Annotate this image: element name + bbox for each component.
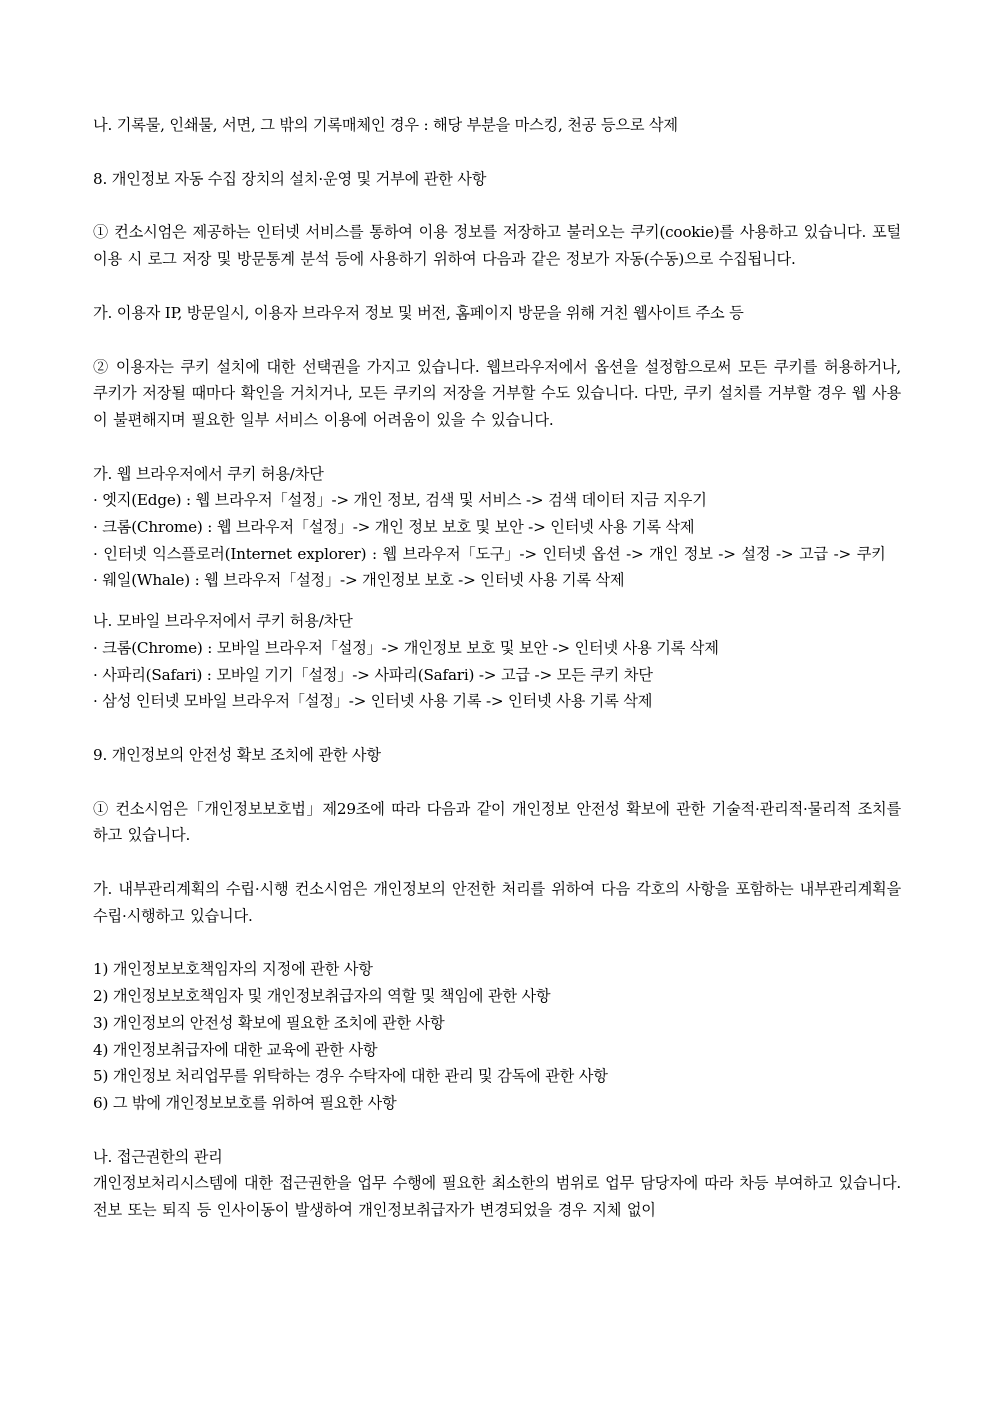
list-item-chrome: · 크롬(Chrome) : 웹 브라우저「설정」-> 개인 정보 보호 및 보안 -> 인터넷 사용 기록 삭제 [93,518,695,537]
paragraph-cookie-choice: ② 이용자는 쿠키 설치에 대한 선택권을 가지고 있습니다. 웹브라우저에서 옵션을 설정함으로써 모든 쿠키를 허용하거나, 쿠키가 저장될 때마다 확인을 거치거나, 모든 쿠키의 저장을 거부할 수도 있습니다. 다만, 쿠키 설치를 거부할 경우 웹 사용이 불편해지며 필요한 일부 서비스 이용에 어려움이 있을 수 있습니다. [93,357,901,429]
list-item-edge: · 엣지(Edge) : 웹 브라우저「설정」-> 개인 정보, 검색 및 서비스 -> 검색 데이터 지금 지우기 [93,491,707,510]
text-line: 가. 이용자 IP, 방문일시, 이용자 브라우저 정보 및 버전, 홈페이지 방문을 위해 거친 웹사이트 주소 등 [93,303,744,322]
section-heading-9: 9. 개인정보의 안전성 확보 조치에 관한 사항 [93,745,381,764]
list-item-safari: · 사파리(Safari) : 모바일 기기「설정」-> 사파리(Safari) -> 고급 -> 모든 쿠키 차단 [93,665,653,684]
list-item: 1) 개인정보보호책임자의 지정에 관한 사항 [93,960,373,979]
paragraph-safety-measures: ① 컨소시엄은「개인정보보호법」제29조에 따라 다음과 같이 개인정보 안전성 확보에 관한 기술적·관리적·물리적 조치를 하고 있습니다. [93,799,901,845]
list-item-samsung-internet: · 삼성 인터넷 모바일 브라우저「설정」-> 인터넷 사용 기록 -> 인터넷 사용 기록 삭제 [93,692,653,711]
subheading-access-rights: 나. 접근권한의 관리 [93,1147,223,1166]
list-item: 3) 개인정보의 안전성 확보에 필요한 조치에 관한 사항 [93,1013,445,1032]
list-item: 4) 개인정보취급자에 대한 교육에 관한 사항 [93,1040,378,1059]
section-heading-8: 8. 개인정보 자동 수집 장치의 설치·운영 및 거부에 관한 사항 [93,169,487,188]
list-item-internet-explorer: · 인터넷 익스플로러(Internet explorer) : 웹 브라우저「도구」-> 인터넷 옵션 -> 개인 정보 -> 설정 -> 고급 -> 쿠키 [93,544,886,563]
text-line: 나. 기록물, 인쇄물, 서면, 그 밖의 기록매체인 경우 : 해당 부분을 마스킹, 천공 등으로 삭제 [93,116,678,134]
paragraph-cookie-usage: ① 컨소시엄은 제공하는 인터넷 서비스를 통하여 이용 정보를 저장하고 불러오는 쿠키(cookie)를 사용하고 있습니다. 포털 이용 시 로그 저장 및 방문통계 분석 등에 사용하기 위하여 다음과 같은 정보가 자동(수동)으로 수집됩니다. [93,223,901,269]
list-item-whale: · 웨일(Whale) : 웹 브라우저「설정」-> 개인정보 보호 -> 인터넷 사용 기록 삭제 [93,571,625,590]
list-item: 5) 개인정보 처리업무를 위탁하는 경우 수탁자에 대한 관리 및 감독에 관한 사항 [93,1067,608,1086]
subheading-web-browser: 가. 웹 브라우저에서 쿠키 허용/차단 [93,464,324,483]
list-item: 6) 그 밖에 개인정보보호를 위하여 필요한 사항 [93,1093,397,1112]
document-page [93,112,901,1224]
subheading-mobile-browser: 나. 모바일 브라우저에서 쿠키 허용/차단 [93,612,353,631]
paragraph-internal-plan: 가. 내부관리계획의 수립·시행 컨소시엄은 개인정보의 안전한 처리를 위하여 다음 각호의 사항을 포함하는 내부관리계획을 수립·시행하고 있습니다. [93,880,901,925]
paragraph-access-rights: 개인정보처리시스템에 대한 접근권한을 업무 수행에 필요한 최소한의 범위로 업무 담당자에 따라 차등 부여하고 있습니다. 전보 또는 퇴직 등 인사이동이 발생하여 개인정보취급자가 변경되었을 경우 지체 없이 [93,1174,901,1220]
list-item-mobile-chrome: · 크롬(Chrome) : 모바일 브라우저「설정」-> 개인정보 보호 및 보안 -> 인터넷 사용 기록 삭제 [93,638,719,657]
list-item: 2) 개인정보보호책임자 및 개인정보취급자의 역할 및 책임에 관한 사항 [93,987,551,1006]
